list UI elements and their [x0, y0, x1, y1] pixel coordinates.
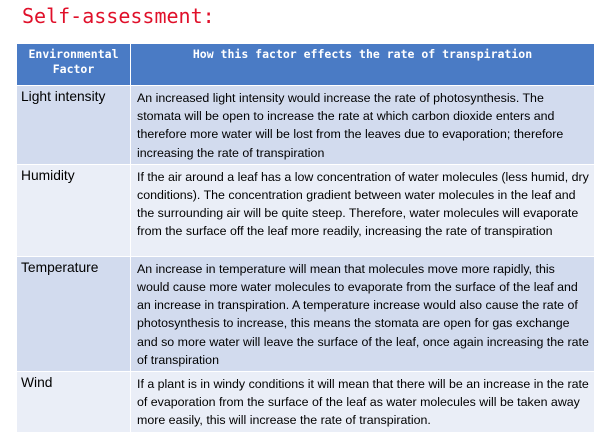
page-title: Self-assessment:: [22, 4, 215, 28]
description-cell: If the air around a leaf has a low concentration of water molecules (less humid, dry conditions). The concentration gradient between water molecules in the leaf and the surrounding air will be quite steep. Therefore, water molecules will evaporate from the surface off the leaf more readily, increasing the rate of transpiration: [131, 164, 595, 256]
factor-cell: Temperature: [17, 256, 131, 371]
assessment-table: [16, 43, 595, 433]
factor-cell: Wind: [17, 372, 131, 433]
factor-cell: Light intensity: [17, 86, 131, 165]
table-row: [17, 256, 595, 371]
table-row: [17, 164, 595, 256]
table-row: [17, 372, 595, 433]
factor-cell: Humidity: [17, 164, 131, 256]
description-cell: If a plant is in windy conditions it will mean that there will be an increase in the rate of evaporation from the surface of the leaf as water molecules will be taken away more easily, this will increase the rate of transpiration.: [131, 372, 595, 433]
description-cell: An increased light intensity would increase the rate of photosynthesis. The stomata will be open to increase the rate at which carbon dioxide enters and therefore more water will be lost from the leaves due to evaporation; therefore increasing the rate of transpiration: [131, 86, 595, 165]
header-factor: Environmental Factor: [17, 44, 131, 86]
header-effect: How this factor effects the rate of transpiration: [131, 44, 595, 86]
table-header-row: [17, 44, 595, 86]
table-row: [17, 86, 595, 165]
description-cell: An increase in temperature will mean that molecules move more rapidly, this would cause more water molecules to evaporate from the surface of the leaf and an increase in transpiration. A temperature increase would also cause the rate of photosynthesis to increase, this means the stomata are open for gas exchange and so more water will leave the surface of the leaf, once again increasing the rate of transpiration: [131, 256, 595, 371]
